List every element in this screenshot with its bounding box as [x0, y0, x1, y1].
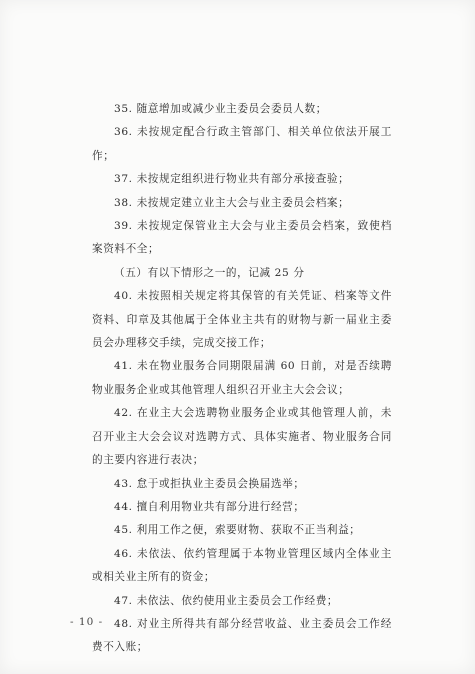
clause-44: 44. 擅自利用物业共有部分进行经营；: [114, 500, 305, 513]
clause-41: 41. 未在物业服务合同期限届满 60 日前，对是否续聘物业服务企业或其他管理人组织召开业主大会会议；: [92, 360, 392, 396]
clause-46: 46. 未依法、依约管理属于本物业管理区域内全体业主或相关业主所有的资金；: [92, 547, 392, 584]
section-heading-5: （五）有以下情形之一的，记减 25 分: [114, 266, 305, 279]
clause-45: 45. 利用工作之便，索要财物、获取不正当利益；: [114, 524, 361, 537]
clause-36: 36. 未按规定配合行政主管部门、相关单位依法开展工作；: [92, 126, 392, 162]
clause-47: 47. 未依法、依约使用业主委员会工作经费；: [114, 594, 339, 607]
clause-35: 35. 随意增加或减少业主委员会委员人数；: [114, 103, 327, 115]
document-body: [92, 98, 392, 660]
clause-40: 40. 未按照相关规定将其保管的有关凭证、档案等文件资料、印章及其他属于全体业主共有的财物与新一届业主委员会办理移交手续，完成交接工作；: [92, 290, 392, 350]
page-number: - 10 -: [70, 616, 104, 628]
clause-38: 38. 未按规定建立业主大会与业主委员会档案；: [114, 196, 350, 209]
clause-43: 43. 怠于或拒执业主委员会换届选举；: [114, 477, 305, 490]
clause-42: 42. 在业主大会选聘物业服务企业或其他管理人前，未召开业主大会会议对选聘方式、具体实施者、物业服务合同的主要内容进行表决；: [92, 407, 392, 467]
clause-48: 48. 对业主所得共有部分经营收益、业主委员会工作经费不入账；: [92, 617, 392, 654]
clause-37: 37. 未按规定组织进行物业共有部分承接查验；: [114, 173, 350, 186]
clause-39: 39. 未按规定保管业主大会与业主委员会档案，致使档案资料不全；: [92, 220, 392, 256]
